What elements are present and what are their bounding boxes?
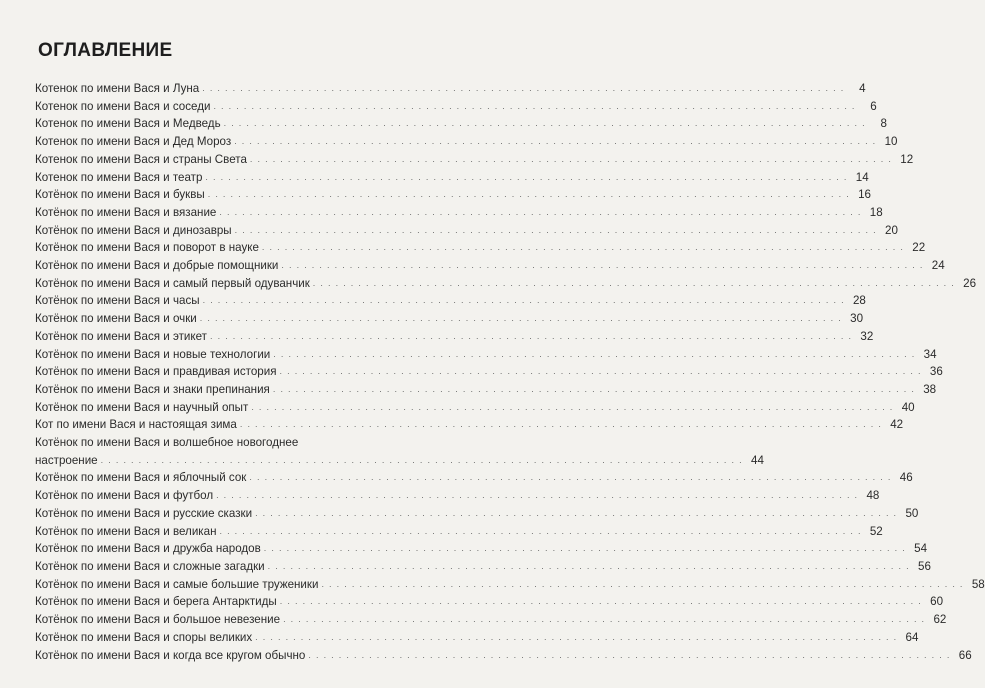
toc-entry — [35, 328, 874, 346]
toc-entry-title: Котёнок по имени Вася и дружба народов — [35, 542, 261, 556]
toc-entry — [35, 310, 864, 328]
toc-entry-title: Котёнок по имени Вася и самый первый одуванчик — [35, 276, 310, 290]
toc-entry-title: Котёнок по имени Вася и динозавры — [35, 223, 232, 237]
dot-leader: . . . . . . . . . . . . . . . . . . . . . . . . . . . . . . . . . . . . . . . . . . . . . . . . . . . . . . . . . . . . . . . . . . . . . . . . . . . . . . . . . . . . . — [267, 560, 910, 571]
toc-entry — [35, 558, 931, 576]
toc-entry — [35, 469, 913, 487]
toc-entry — [35, 346, 937, 364]
toc-entry — [35, 487, 880, 505]
toc-entry-page: 42 — [890, 418, 904, 432]
toc-entry-page: 28 — [852, 294, 866, 308]
toc-entry-page: 50 — [905, 506, 919, 520]
toc-entry — [35, 98, 877, 116]
dot-leader: . . . . . . . . . . . . . . . . . . . . . . . . . . . . . . . . . . . . . . . . . . . . . . . . . . . . . . . . . . . . . . . . . . . . . . . . . . . . . . . . . . . . . — [255, 631, 898, 642]
toc-entry — [35, 151, 914, 169]
toc-entry-title: Котёнок по имени Вася и вязание — [35, 205, 217, 219]
toc-entry-title-continued: настроение — [35, 453, 98, 467]
toc-entry-page: 38 — [923, 382, 937, 396]
toc-entry — [35, 257, 945, 275]
toc-entry — [35, 80, 866, 98]
toc-entry-title: Кот по имени Вася и настоящая зима — [35, 418, 237, 432]
toc-entry-page: 62 — [933, 613, 947, 627]
toc-entry-page: 24 — [931, 259, 945, 273]
toc-entry — [35, 593, 944, 611]
toc-entry-title: Котёнок по имени Вася и яблочный сок — [35, 471, 247, 485]
toc-entry-page: 54 — [914, 542, 928, 556]
dot-leader: . . . . . . . . . . . . . . . . . . . . . . . . . . . . . . . . . . . . . . . . . . . . . . . . . . . . . . . . . . . . . . . . . . . . . . . . . . . . . . . . . . . . . — [234, 136, 877, 147]
toc-entry-page: 34 — [923, 347, 937, 361]
toc-entry — [35, 540, 928, 558]
toc-entry — [35, 576, 985, 594]
toc-entry-page: 6 — [870, 99, 877, 113]
toc-entry-title: Котёнок по имени Вася и споры великих — [35, 630, 253, 644]
toc-entry — [35, 416, 904, 434]
toc-entry-title: Котёнок по имени Вася и самые большие труженики — [35, 577, 319, 591]
dot-leader: . . . . . . . . . . . . . . . . . . . . . . . . . . . . . . . . . . . . . . . . . . . . . . . . . . . . . . . . . . . . . . . . . . . . . . . . . . . . . . . . . . . . . — [249, 153, 893, 164]
dot-leader: . . . . . . . . . . . . . . . . . . . . . . . . . . . . . . . . . . . . . . . . . . . . . . . . . . . . . . . . . . . . . . . . . . . . . . . . . . . . . . . . . . . . . — [199, 313, 843, 324]
toc-entry-title: Котёнок по имени Вася и часы — [35, 294, 200, 308]
toc-entry-page: 18 — [869, 205, 883, 219]
toc-entry — [35, 204, 883, 222]
dot-leader: . . . . . . . . . . . . . . . . . . . . . . . . . . . . . . . . . . . . . . . . . . . . . . . . . . . . . . . . . . . . . . . . . . . . . . . . . . . . . . . . . . . . . — [216, 490, 859, 501]
toc-entry — [35, 363, 943, 381]
toc-entry-title: Котенок по имени Вася и страны Света — [35, 152, 247, 166]
toc-entry-title: Котёнок по имени Вася и поворот в науке — [35, 241, 259, 255]
toc-entry-page: 22 — [912, 241, 926, 255]
toc-entry-title: Котенок по имени Вася и Медведь — [35, 117, 221, 131]
toc-entry-page: 40 — [901, 400, 915, 414]
toc-entry-title: Котёнок по имени Вася и великан — [35, 524, 217, 538]
dot-leader: . . . . . . . . . . . . . . . . . . . . . . . . . . . . . . . . . . . . . . . . . . . . . . . . . . . . . . . . . . . . . . . . . . . . . . . . . . . . . . . . . . . . . — [263, 543, 907, 554]
toc-entry — [35, 399, 915, 417]
dot-leader: . . . . . . . . . . . . . . . . . . . . . . . . . . . . . . . . . . . . . . . . . . . . . . . . . . . . . . . . . . . . . . . . . . . . . . . . . . . . . . . . . . . . . — [321, 578, 964, 589]
toc-entry-title: Котёнок по имени Вася и футбол — [35, 489, 214, 503]
toc-entry — [35, 611, 947, 629]
dot-leader: . . . . . . . . . . . . . . . . . . . . . . . . . . . . . . . . . . . . . . . . . . . . . . . . . . . . . . . . . . . . . . . . . . . . . . . . . . . . . . . . . . . . . — [249, 472, 892, 483]
dot-leader: . . . . . . . . . . . . . . . . . . . . . . . . . . . . . . . . . . . . . . . . . . . . . . . . . . . . . . . . . . . . . . . . . . . . . . . . . . . . . . . . . . . . . — [255, 507, 898, 518]
dot-leader: . . . . . . . . . . . . . . . . . . . . . . . . . . . . . . . . . . . . . . . . . . . . . . . . . . . . . . . . . . . . . . . . . . . . . . . . . . . . . . . . . . . . . — [272, 383, 916, 394]
toc-entry-page: 60 — [930, 595, 944, 609]
toc-entry — [35, 275, 977, 293]
toc-entry — [35, 133, 898, 151]
toc-entry — [35, 381, 937, 399]
toc-entry — [35, 434, 764, 469]
toc-entry-title: Котенок по имени Вася и театр — [35, 170, 203, 184]
dot-leader: . . . . . . . . . . . . . . . . . . . . . . . . . . . . . . . . . . . . . . . . . . . . . . . . . . . . . . . . . . . . . . . . . . . . . . . . . . . . . . . . . . . . . — [312, 277, 956, 288]
toc-entry-page: 32 — [860, 329, 874, 343]
toc-entry-title: Котёнок по имени Вася и научный опыт — [35, 400, 249, 414]
dot-leader: . . . . . . . . . . . . . . . . . . . . . . . . . . . . . . . . . . . . . . . . . . . . . . . . . . . . . . . . . . . . . . . . . . . . . . . . . . . . . . . . . . . . . — [261, 242, 905, 253]
toc-entry-title: Котенок по имени Вася и соседи — [35, 99, 211, 113]
toc-entry-page: 58 — [971, 577, 985, 591]
toc-entry-page: 16 — [858, 188, 871, 202]
dot-leader: . . . . . . . . . . . . . . . . . . . . . . . . . . . . . . . . . . . . . . . . . . . . . . . . . . . . . . . . . . . . . . . . . . . . . . . . . . . . . . . . . . . . . — [283, 614, 926, 625]
toc-entry-page: 12 — [900, 152, 914, 166]
toc-entry — [35, 647, 972, 665]
table-of-contents — [35, 80, 985, 664]
toc-entry-page: 4 — [859, 82, 866, 95]
toc-entry — [35, 523, 883, 541]
toc-entry-page: 26 — [963, 276, 977, 290]
dot-leader: . . . . . . . . . . . . . . . . . . . . . . . . . . . . . . . . . . . . . . . . . . . . . . . . . . . . . . . . . . . . . . . . . . . . . . . . . . . . . . . . . . . . . — [213, 100, 856, 111]
toc-entry-page: 46 — [899, 471, 913, 485]
dot-leader: . . . . . . . . . . . . . . . . . . . . . . . . . . . . . . . . . . . . . . . . . . . . . . . . . . . . . . . . . . . . . . . . . . . . . . . . . . . . . . . . . . . . . — [279, 366, 922, 377]
toc-entry — [35, 505, 919, 523]
toc-entry-title: Котенок по имени Вася и Дед Мороз — [35, 135, 232, 149]
toc-entry-title: Котёнок по имени Вася и русские сказки — [35, 506, 253, 520]
toc-entry — [35, 222, 898, 240]
dot-leader: . . . . . . . . . . . . . . . . . . . . . . . . . . . . . . . . . . . . . . . . . . . . . . . . . . . . . . . . . . . . . . . . . . . . . . . . . . . . . . . . . . . . . — [281, 260, 924, 271]
toc-entry-page: 36 — [929, 365, 943, 379]
toc-entry-title: Котёнок по имени Вася и буквы — [35, 188, 205, 202]
toc-entry-title: Котёнок по имени Вася и когда все кругом обычно — [35, 648, 306, 662]
toc-entry-page: 8 — [880, 117, 887, 131]
toc-entry-title: Котёнок по имени Вася и очки — [35, 312, 197, 326]
toc-entry-page: 66 — [958, 648, 972, 662]
dot-leader: . . . . . . . . . . . . . . . . . . . . . . . . . . . . . . . . . . . . . . . . . . . . . . . . . . . . . . . . . . . . . . . . . . . . . . . . . . . . . . . . . . . . . — [219, 525, 862, 536]
toc-entry-title: Котёнок по имени Вася и правдивая история — [35, 365, 277, 379]
dot-leader: . . . . . . . . . . . . . . . . . . . . . . . . . . . . . . . . . . . . . . . . . . . . . . . . . . . . . . . . . . . . . . . . . . . . . . . . . . . . . . . . . . . . . — [219, 206, 862, 217]
dot-leader: . . . . . . . . . . . . . . . . . . . . . . . . . . . . . . . . . . . . . . . . . . . . . . . . . . . . . . . . . . . . . . . . . . . . . . . . . . . . . . . . . . . . . — [279, 596, 923, 607]
dot-leader: . . . . . . . . . . . . . . . . . . . . . . . . . . . . . . . . . . . . . . . . . . . . . . . . . . . . . . . . . . . . . . . . . . . . . . . . . . . . . . . . . . . . . — [251, 401, 894, 412]
dot-leader: . . . . . . . . . . . . . . . . . . . . . . . . . . . . . . . . . . . . . . . . . . . . . . . . . . . . . . . . . . . . . . . . . . . . . . . . . . . . . . . . . . . . . — [202, 295, 845, 306]
page-title: ОГЛАВЛЕНИЕ — [38, 40, 173, 61]
toc-entry — [35, 629, 919, 647]
toc-entry-page: 14 — [855, 170, 869, 184]
dot-leader: . . . . . . . . . . . . . . . . . . . . . . . . . . . . . . . . . . . . . . . . . . . . . . . . . . . . . . . . . . . . . . . . . . . . . . . . . . . . . . . . . . . . . — [210, 330, 853, 341]
dot-leader: . . . . . . . . . . . . . . . . . . . . . . . . . . . . . . . . . . . . . . . . . . . . . . . . . . . . . . . . . . . . . . . . . . . . . . . . . . . . . . . . . . . . . — [223, 118, 866, 129]
toc-entry-title: Котенок по имени Вася и Луна — [35, 82, 200, 95]
toc-entry-title: Котёнок по имени Вася и большое невезение — [35, 613, 281, 627]
dot-leader: . . . . . . . . . . . . . . . . . . . . . . . . . . . . . . . . . . . . . . . . . . . . . . . . . . . . . . . . . . . . . . . . . . . . . . . . . . . . . . . . . . . . . — [202, 83, 845, 93]
dot-leader: . . . . . . . . . . . . . . . . . . . . . . . . . . . . . . . . . . . . . . . . . . . . . . . . . . . . . . . . . . . . . . . . . . . . . . . . . . . . . . . . . . . . . — [308, 649, 951, 660]
toc-entry-title: Котёнок по имени Вася и добрые помощники — [35, 259, 279, 273]
dot-leader: . . . . . . . . . . . . . . . . . . . . . . . . . . . . . . . . . . . . . . . . . . . . . . . . . . . . . . . . . . . . . . . . . . . . . . . . . . . . . . . . . . . . . — [273, 348, 916, 359]
toc-entry-title: Котёнок по имени Вася и знаки препинания — [35, 382, 270, 396]
toc-entry-title: Котёнок по имени Вася и берега Антарктиды — [35, 595, 277, 609]
toc-entry-title: Котёнок по имени Вася и этикет — [35, 329, 207, 343]
toc-entry-page: 10 — [884, 135, 898, 149]
dot-leader: . . . . . . . . . . . . . . . . . . . . . . . . . . . . . . . . . . . . . . . . . . . . . . . . . . . . . . . . . . . . . . . . . . . . . . . . . . . . . . . . . . . . . — [100, 454, 743, 465]
toc-entry — [35, 292, 866, 310]
dot-leader: . . . . . . . . . . . . . . . . . . . . . . . . . . . . . . . . . . . . . . . . . . . . . . . . . . . . . . . . . . . . . . . . . . . . . . . . . . . . . . . . . . . . . — [239, 419, 883, 430]
toc-entry-title: Котёнок по имени Вася и новые технологии — [35, 347, 271, 361]
toc-entry — [35, 186, 871, 204]
toc-entry — [35, 115, 887, 133]
toc-entry-page: 30 — [850, 312, 864, 326]
toc-entry-page: 20 — [885, 223, 898, 237]
toc-entry-page: 56 — [918, 559, 931, 573]
dot-leader: . . . . . . . . . . . . . . . . . . . . . . . . . . . . . . . . . . . . . . . . . . . . . . . . . . . . . . . . . . . . . . . . . . . . . . . . . . . . . . . . . . . . . — [207, 189, 850, 200]
dot-leader: . . . . . . . . . . . . . . . . . . . . . . . . . . . . . . . . . . . . . . . . . . . . . . . . . . . . . . . . . . . . . . . . . . . . . . . . . . . . . . . . . . . . . — [234, 224, 877, 235]
toc-entry-page: 44 — [751, 453, 764, 467]
toc-entry-title: Котёнок по имени Вася и волшебное новогоднее — [35, 436, 299, 450]
toc-entry — [35, 169, 869, 187]
toc-entry-page: 48 — [866, 489, 880, 503]
toc-entry-title: Котёнок по имени Вася и сложные загадки — [35, 559, 265, 573]
toc-entry — [35, 239, 926, 257]
toc-entry-page: 64 — [905, 630, 919, 644]
dot-leader: . . . . . . . . . . . . . . . . . . . . . . . . . . . . . . . . . . . . . . . . . . . . . . . . . . . . . . . . . . . . . . . . . . . . . . . . . . . . . . . . . . . . . — [205, 171, 848, 182]
toc-entry-page: 52 — [869, 524, 883, 538]
